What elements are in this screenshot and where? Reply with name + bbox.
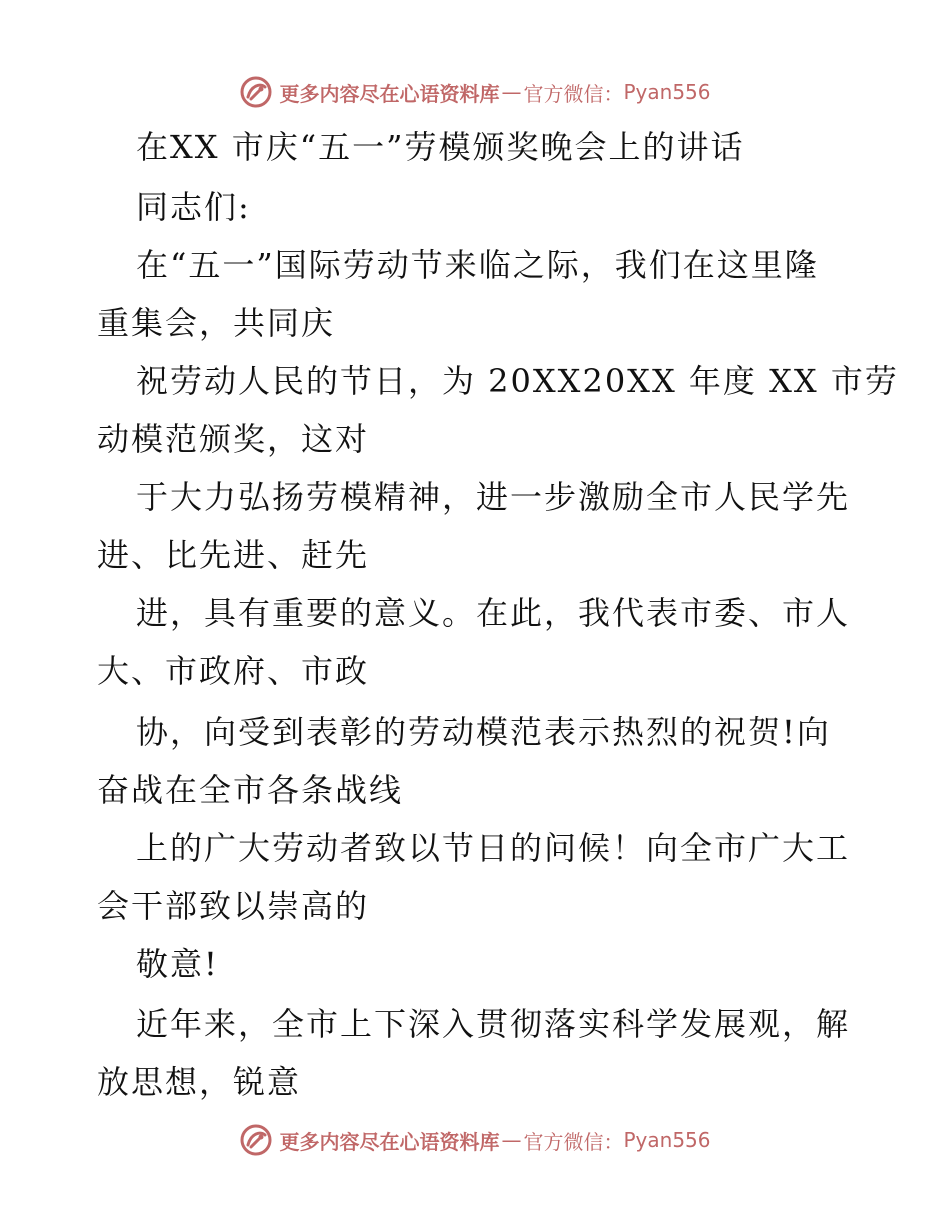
text-line: 奋战在全市各条战线 xyxy=(97,771,404,809)
document-title: 在XX 市庆“五一”劳模颁奖晚会上的讲话 xyxy=(136,128,745,166)
salutation: 同志们: xyxy=(136,188,251,226)
text-line: 敬意! xyxy=(136,945,219,983)
wechat-label: 官方微信： xyxy=(523,1129,624,1154)
text-line: 在“五一”国际劳动节来临之际，我们在这里隆 xyxy=(136,246,819,284)
brand-logo-icon xyxy=(239,1123,273,1157)
text-line: 大、市政府、市政 xyxy=(97,652,370,690)
text-line: 近年来，全市上下深入贯彻落实科学发展观，解 xyxy=(136,1005,851,1043)
banner-dash: — xyxy=(501,1128,522,1152)
text-line: 重集会，共同庆 xyxy=(97,304,336,342)
text-line: 放思想，锐意 xyxy=(97,1063,302,1101)
text-line: 于大力弘扬劳模精神，进一步激励全市人民学先 xyxy=(136,478,851,516)
wechat-label: 官方微信： xyxy=(523,81,624,106)
banner-dash: — xyxy=(501,80,522,104)
text-line: 祝劳动人民的节日，为 20XX20XX 年度 XX 市劳 xyxy=(136,362,899,400)
wechat-id: Pyan556 xyxy=(623,80,711,104)
brand-text: 更多内容尽在心语资料库 xyxy=(279,81,500,106)
brand-text: 更多内容尽在心语资料库 xyxy=(279,1129,500,1154)
text-line: 协，向受到表彰的劳动模范表示热烈的祝贺!向 xyxy=(136,713,831,751)
wechat-id: Pyan556 xyxy=(623,1128,711,1152)
footer-banner xyxy=(0,1118,950,1162)
text-line: 动模范颁奖，这对 xyxy=(97,420,370,458)
text-line: 进，具有重要的意义。在此，我代表市委、市人 xyxy=(136,594,851,632)
text-line: 会干部致以崇高的 xyxy=(97,887,370,925)
text-line: 上的广大劳动者致以节日的问候！向全市广大工 xyxy=(136,829,851,867)
brand-logo-icon xyxy=(239,75,273,109)
text-line: 进、比先进、赶先 xyxy=(97,536,370,574)
header-banner xyxy=(0,70,950,114)
